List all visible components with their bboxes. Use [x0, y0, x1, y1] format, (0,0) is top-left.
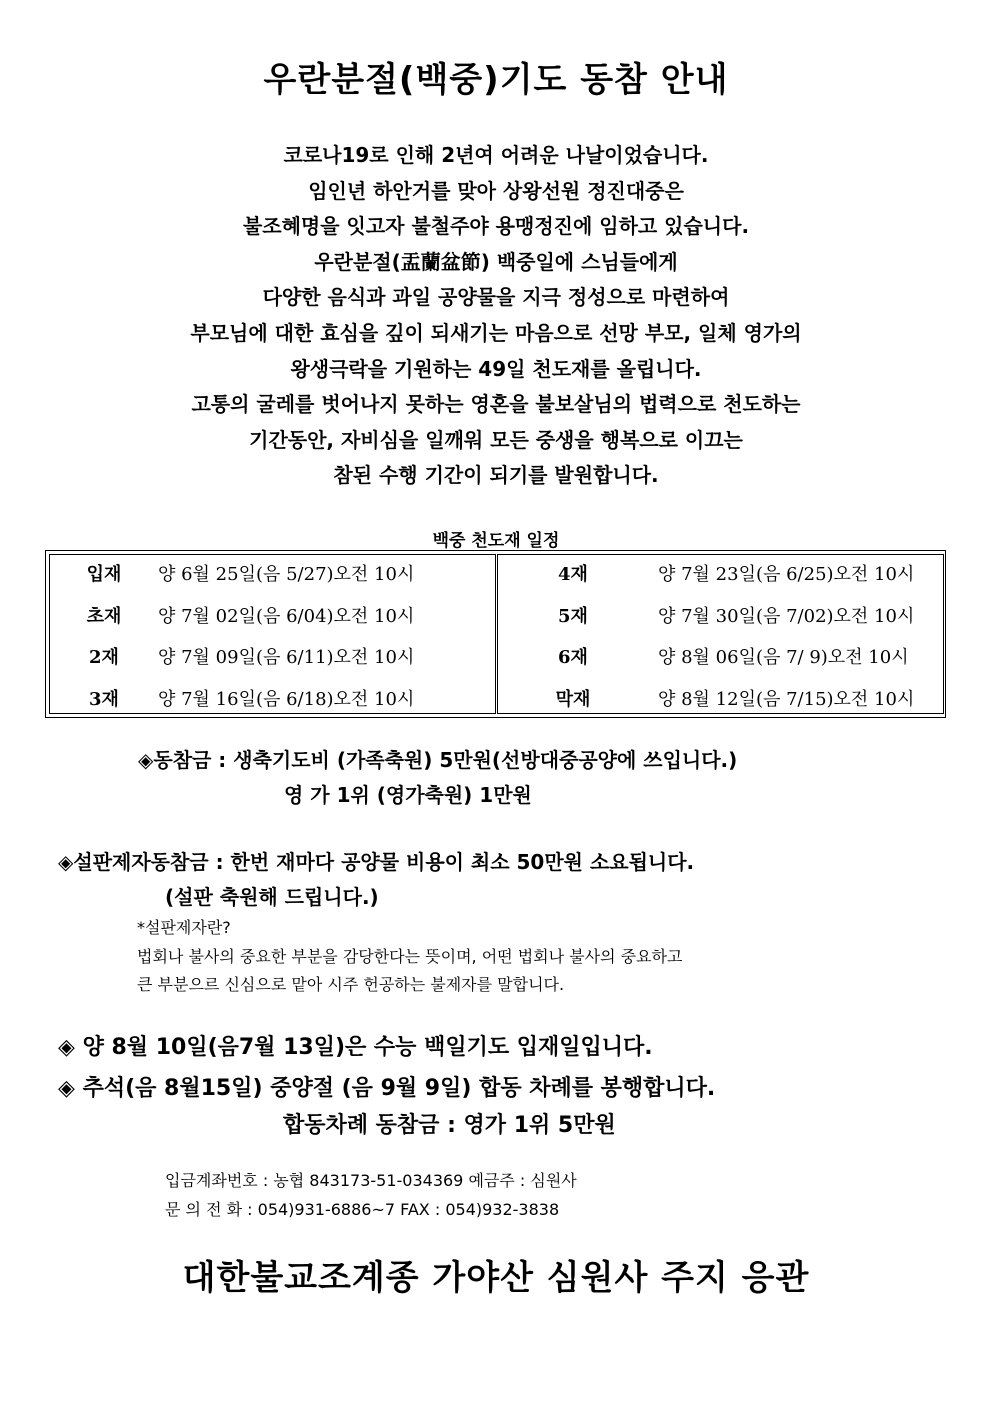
schedule-date: 양 7월 23일(음 6/25)오전 10시 — [658, 564, 915, 585]
phone-info: 문 의 전 화 : 054)931-6886~7 FAX : 054)932-3838 — [165, 1200, 560, 1219]
intro-line: 왕생극락을 기원하는 49일 천도재를 올립니다. — [290, 356, 702, 381]
intro-line: 참된 수행 기간이 되기를 발원합니다. — [333, 463, 659, 488]
schedule-label: 3재 — [89, 688, 119, 710]
schedule-date: 양 6월 25일(음 5/27)오전 10시 — [158, 564, 415, 585]
intro-line: 고통의 굴레를 벗어나지 못하는 영혼을 불보살님의 법력으로 천도하는 — [191, 392, 801, 417]
seolpan-line-2: (설판 축원해 드립니다.) — [165, 885, 379, 909]
intro-line: 기간동안, 자비심을 일깨워 모든 중생을 행복으로 이끄는 — [249, 427, 743, 452]
schedule-row — [50, 597, 495, 639]
schedule-label: 5재 — [558, 605, 588, 627]
schedule-row — [50, 638, 495, 680]
schedule-row — [498, 680, 943, 722]
account-info: 입금계좌번호 : 농협 843173-51-034369 예금주 : 심원사 — [165, 1171, 577, 1190]
schedule-row — [498, 555, 943, 597]
schedule-date: 양 7월 16일(음 6/18)오전 10시 — [158, 688, 415, 710]
schedule-row — [50, 555, 495, 597]
seolpan-note-line-2: 큰 부분으르 신심으로 맡아 시주 헌공하는 불제자를 말합니다. — [137, 975, 565, 994]
intro-line: 코로나19로 인해 2년여 어려운 나날이었습니다. — [283, 143, 709, 167]
intro-paragraph — [0, 138, 992, 494]
schedule-label: 입재 — [86, 564, 122, 585]
schedule-date: 양 7월 09일(음 6/11)오전 10시 — [158, 647, 415, 668]
notice-line-2: ◈ 추석(음 8월15일) 중양절 (음 9월 9일) 합동 차례를 봉행합니다. — [58, 1076, 716, 1101]
intro-line: 우란분절(盂蘭盆節) 백중일에 스님들에게 — [314, 249, 678, 274]
schedule-label: 2재 — [89, 647, 119, 668]
schedule-column-right — [497, 554, 944, 714]
seolpan-line-1: ◈설판제자동참금 : 한번 재마다 공양물 비용이 최소 50만원 소요됩니다. — [58, 850, 695, 874]
schedule-row — [498, 597, 943, 639]
intro-line: 불조혜명을 잇고자 불철주야 용맹정진에 임하고 있습니다. — [242, 214, 750, 239]
donation-line-1: ◈동참금 : 생축기도비 (가족축원) 5만원(선방대중공양에 쓰입니다.) — [138, 748, 738, 772]
schedule-label: 초재 — [86, 605, 122, 627]
intro-line: 다양한 음식과 과일 공양물을 지극 정성으로 마련하여 — [262, 285, 730, 310]
page-title: 우란분절(백중)기도 동참 안내 — [263, 60, 729, 100]
schedule-date: 양 8월 12일(음 7/15)오전 10시 — [658, 688, 915, 710]
schedule-date: 양 8월 06일(음 7/ 9)오전 10시 — [658, 647, 909, 668]
seolpan-note-line-1: 법회나 불사의 중요한 부분을 감당한다는 뜻이며, 어떤 법회나 불사의 중요하고 — [137, 947, 683, 966]
donation-line-2: 영 가 1위 (영가축원) 1만원 — [284, 783, 532, 807]
intro-line: 부모님에 대한 효심을 깊이 되새기는 마음으로 선망 부모, 일체 영가의 — [190, 320, 802, 345]
notice-line-3: 합동차례 동참금 : 영가 1위 5만원 — [283, 1113, 616, 1138]
schedule-row — [50, 680, 495, 722]
schedule-table — [45, 550, 946, 718]
seolpan-note-title: *설판제자란? — [137, 918, 231, 937]
schedule-label: 6재 — [558, 647, 588, 668]
signature-footer: 대한불교조계종 가야산 심원사 주지 응관 — [182, 1258, 810, 1298]
schedule-label: 4재 — [558, 564, 588, 585]
schedule-label: 막재 — [555, 688, 591, 710]
schedule-title: 백중 천도재 일정 — [432, 531, 560, 551]
schedule-row — [498, 638, 943, 680]
schedule-date: 양 7월 02일(음 6/04)오전 10시 — [158, 605, 415, 627]
schedule-column-left — [49, 554, 496, 714]
notice-line-1: ◈ 양 8월 10일(음7월 13일)은 수능 백일기도 입재일입니다. — [58, 1035, 653, 1060]
intro-line: 임인년 하안거를 맞아 상왕선원 정진대중은 — [308, 178, 684, 203]
schedule-date: 양 7월 30일(음 7/02)오전 10시 — [658, 605, 915, 627]
